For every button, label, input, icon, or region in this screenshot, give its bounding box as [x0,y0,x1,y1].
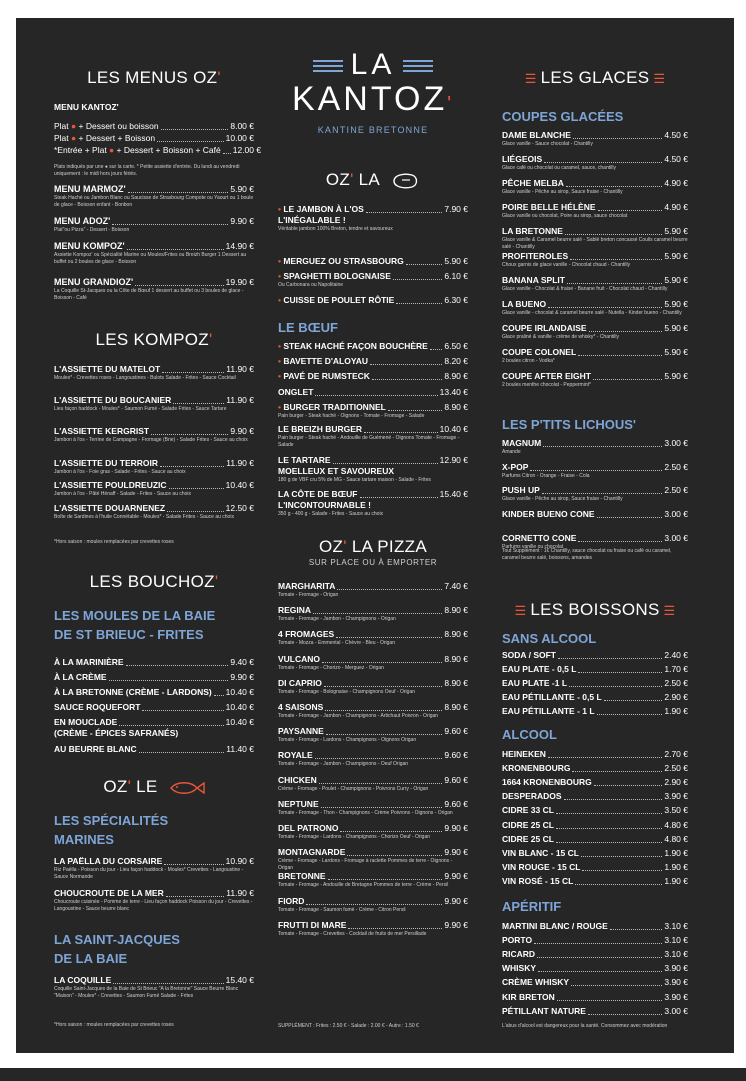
glaces2-item [502,462,688,480]
item-price: 3.00 € [664,532,688,543]
item-price: 5.90 € [664,274,688,285]
boissons1-item [502,650,688,661]
kompoz-item: L'ASSIETTE DU TERROIR 11.90 € Jambon à l'os - Foie gras - Salade - Frites - Sauce au choix [54,458,254,475]
pizza-item [278,629,468,647]
item-price: 3.50 € [664,805,688,816]
item-price: 2.50 € [664,461,688,472]
menu-kantoz-line: Plat ● + Dessert + Boisson 10.00 € [54,133,254,143]
item-price: 4.80 € [664,833,688,844]
item-price: 9.90 € [444,823,468,833]
item-name: POIRE BELLE HÉLÈNE [502,202,596,213]
boissons2-item [502,876,688,887]
item-price: 8.90 € [444,629,468,640]
item-description: 2 boules citron - Vodka* [502,357,555,364]
ozla-heading: OZ' LA [278,170,468,190]
ozla-item: • LE JAMBON À L'OS 7.90 € L'INÉGALABLE ! Véritable jambon 100% Breton, tendre et savoureux [278,204,468,232]
item-name: COUPE IRLANDAISE [502,322,587,333]
boissons1-item [502,692,688,703]
boeuf-item: • BURGER TRADITIONNEL 8.90 € Pain burger - Steak haché - Oignons - Tomate - Fromage - Salade [278,402,468,419]
item-price: 2.50 € [664,763,688,774]
boeuf-item: LA CÔTE DE BŒUF 15.40 € L'INCONTOURNABLE ! 350 g - 400 g - Salade - Frites - Sauce au choix [278,489,468,517]
item-price: 9.60 € [444,726,468,737]
glaces2-item [502,509,688,520]
item-name: DESPERADOS [502,791,562,802]
moules-item: SAUCE ROQUEFORT 10.40 € [54,702,254,712]
item-name: BANANA SPLIT [502,274,565,285]
item-name: CIDRE 33 CL [502,805,554,816]
item-name: PUSH UP [502,485,540,496]
item-description: Tomate - Fromage - Crevettes - Cocktail de fruits de mer Persillade [278,930,427,937]
item-price: 9.90 € [444,895,468,906]
item-description: Tomate - Fromage - Chorizo - Merguez - Origan [278,664,384,671]
item-price: 3.90 € [664,963,688,974]
boissons2-item [502,848,688,859]
item-name: CORNETTO CONE [502,532,577,543]
glaces1-item [502,371,688,389]
item-name: KRONENBOURG [502,763,571,774]
pizza-item [278,920,468,938]
item-price: 3.00 € [664,438,688,448]
fish-icon [169,781,205,795]
glaces1-item [502,130,688,148]
glaces1-item [502,323,688,341]
item-price: 3.90 € [664,791,688,802]
boissons2-item [502,805,688,816]
boissons2-item [502,763,688,774]
item-price: 7.40 € [444,581,468,591]
item-name: MARGHARITA [278,581,336,591]
item-description: Tomate - Fromage - Bolognaise - Champignons Oeuf - Origan [278,688,416,695]
item-name: 4 SAISONS [278,702,324,712]
kompoz-note: *Hors saison : moules remplacées par crevettes roses [54,539,174,545]
item-price: 3.00 € [664,1005,688,1016]
item-name: LA BRETONNE [502,226,563,237]
item-name: MONTAGNARDE [278,847,346,858]
item-price: 8.90 € [444,605,468,616]
boeuf-item: LE BREIZH BURGER 10.40 € Pain burger - Steak haché - Andouille de Guémené - Oignons Tomate - Fromage - Salade [278,424,468,448]
boissons1-item [502,664,688,675]
menu-board [16,18,734,1053]
boeuf-subheading: LE BŒUF [278,320,338,335]
bouchoz-heading: LES BOUCHOZ' [89,572,219,591]
item-name: LIÉGEOIS [502,154,543,165]
boissons2-item [502,749,688,760]
item-name: BRETONNE [278,871,326,882]
pizza-item [278,581,468,599]
kompoz-item: L'ASSIETTE DU MATELOT 11.90 € Moules* - Crevettes roses - Langoustines - Bulots Salade - Frites - Sauce Cocktail [54,364,254,381]
boissons2-item [502,834,688,845]
saint-jacques-subheading: LA SAINT-JACQUES DE LA BAIE [54,932,180,966]
item-price: 9.90 € [444,847,468,858]
item-price: 3.90 € [664,991,688,1002]
item-name: MARTINI BLANC / ROUGE [502,921,608,931]
ozla-item: • SPAGHETTI BOLOGNAISE 6.10 € Ou Carbonara ou Napolitaine [278,271,468,288]
item-name: LA BUENO [502,298,547,309]
item-price: 2.70 € [664,749,688,759]
boeuf-item: LE TARTARE 12.90 € MOELLEUX ET SAVOUREUX 180 g de VBF cru 5% de MG - Sauce tartare maison - Salade - Frites [278,455,468,483]
item-price: 5.90 € [664,298,688,309]
item-price: 3.10 € [664,921,688,931]
ozla-item: • CUISSE DE POULET RÔTIE 6.30 € [278,295,468,305]
glaces1-item [502,154,688,172]
boissons3-item [502,992,688,1003]
item-description: Tomate - Fromage - Jambon - Champignons - Origan [278,616,396,623]
item-name: KIR BRETON [502,991,555,1002]
item-description: Glace vanille - Chocolat & fraise - Banane fruit - Chocolat chaud - Chantilly [502,285,668,292]
specialites-subheading: LES SPÉCIALITÉS MARINES [54,813,169,847]
item-description: Tomate - Fromage - Lardons - Champignons - Oignons Origan [278,737,417,744]
item-description: Parfums Citron - Orange - Fraise - Cola [502,472,590,479]
moules-item: À LA BRETONNE (CRÈME - LARDONS) 10.40 € [54,687,254,697]
item-price: 4.90 € [664,202,688,213]
menu-item: MENU MARMOZ' 5.90 € Steak Haché ou Jambon Blanc ou Saucisse de Strasbourg Compote ou Yaourt ou 1 boule de glace - Boisson enfant - Bonbon [54,184,254,208]
item-price: 5.90 € [664,226,688,237]
item-price: 3.10 € [664,935,688,946]
menu-kantoz-line: Plat ● + Dessert ou boisson 8.00 € [54,121,254,131]
pizza-item [278,654,468,672]
pizza-item [278,605,468,623]
item-price: 3.10 € [664,949,688,960]
item-price: 4.50 € [664,130,688,140]
alcool-subheading: ALCOOL [502,727,557,742]
item-price: 2.50 € [664,678,688,688]
glaces1-item [502,299,688,317]
aperitif-subheading: APÉRITIF [502,899,562,914]
menu-item: MENU ADOZ' 9.90 € Plat"ou Pizza" - Dessert - Boisson [54,216,254,233]
item-price: 1.90 € [664,706,688,716]
alcool-note: L'abus d'alcool est dangereux pour la santé. Consommez avec modération [502,1023,668,1029]
pizza-item [278,775,468,793]
item-price: 3.00 € [664,509,688,520]
item-name: NEPTUNE [278,798,319,809]
item-description: Crème - Fromage - Lardons - Fromage à raclette Pommes de terre - Oignons - Origan [278,858,453,871]
item-price: 2.90 € [664,777,688,788]
item-price: 1.90 € [664,847,688,858]
item-name: PÊCHE MELBA [502,178,564,189]
item-price: 9.90 € [444,871,468,882]
ozla-item: • MERGUEZ OU STRASBOURG 5.90 € [278,256,468,266]
item-description: Tomate - Fromage - Lardons - Champignons - Chorizo Oeuf - Origan [278,834,431,840]
item-price: 4.90 € [664,178,688,189]
item-description: Amande [502,449,521,455]
item-description: Glace vanille & Caramel beurre salé - Sablé breton concassé Coulis caramel beurre salé - Chantilly [502,237,688,250]
specialite-item: CHOUCROUTE DE LA MER 11.90 € Choucroute cuisinée - Pomme de terre - Lieu façon haddock Poisson du jour - Crevettes - Langoustine - Sauce beurre blanc [54,888,254,912]
item-name: DAME BLANCHE [502,130,571,140]
glaces1-item [502,178,688,196]
item-name: ROYALE [278,750,313,761]
item-description: Tomate - Fromage - Origan [278,592,339,598]
pizza-heading: OZ' LA PIZZA [319,537,427,556]
item-price: 9.60 € [444,750,468,761]
item-price: 5.90 € [664,346,688,357]
column-right [502,18,688,1053]
item-price: 1.90 € [664,861,688,872]
kompoz-item: L'ASSIETTE DOUARNENEZ 12.50 € Boîte de Sardines à l'huile Connétable - Moules* - Salade Frites - Sauce au choix [54,503,254,520]
boeuf-item: • BAVETTE D'ALOYAU 8.20 € [278,356,468,366]
item-price: 9.60 € [444,798,468,809]
item-description: Glace praliné & vanille - crème de whisky* - Chantilly [502,333,619,340]
item-description: Choux garnis de glace vanille - Chocolat chaud - Chantilly [502,261,631,268]
boissons3-item [502,949,688,960]
glaces1-item [502,251,688,269]
glaces-note: Tout Supplément : 1€ Chantilly, sauce chocolat ou fraise ou café ou caramel, caramel beurre salé, boissons, amandes [502,548,672,561]
boissons2-item [502,777,688,788]
moules-item: À LA MARINIÈRE 9.40 € [54,657,254,667]
menu-item: MENU KOMPOZ' 14.90 € Assiette Kompoz' ou Spécialité Marine ou Moules/Frites ou Breizh Burger 1 Dessert au buffet ou 2 boules de glace - Boisson [54,241,254,265]
moules-item: À LA CRÈME 9.90 € [54,672,254,682]
boissons2-item [502,862,688,873]
item-name: FIORD [278,895,305,906]
boeuf-item: • PAVÉ DE RUMSTECK 8.90 € [278,371,468,381]
column-left [54,18,262,1053]
item-description: Tomate - Fromage - Saumon fumé - Crème - Citron Persil [278,906,406,913]
item-name: VIN ROSÉ - 15 CL [502,875,574,886]
item-description: Glace vanille - Pêche au sirop, Sauce fraise - Chantilly [502,189,623,196]
item-name: DI CAPRIO [278,677,322,688]
item-name: WHISKY [502,963,536,974]
item-price: 2.50 € [664,485,688,496]
boissons3-item [502,977,688,988]
item-name: FRUTTI DI MARE [278,919,347,930]
item-name: KINDER BUENO CONE [502,509,595,520]
menu-kantoz-note: Plats indiqués par une ● sur la carte. * Petite assiette d'entrée. Du lundi au vendredi uniquement : le midi hors jours fériés. [54,164,240,177]
item-price: 3.90 € [664,977,688,988]
item-name: RICARD [502,949,536,960]
item-name: EAU PÉTILLANTE - 1 L [502,706,595,716]
item-name: DEL PATRONO [278,823,339,833]
ozle-note: *Hors saison : moules remplacées par crevettes roses [54,1022,174,1028]
item-name: CRÈME WHISKY [502,977,570,988]
item-price: 1.90 € [664,875,688,886]
item-price: 1.70 € [664,664,688,674]
item-description: Glace café ou chocolat ou caramel, sauce, chantilly [502,165,616,172]
item-description: Tomate - Mozza - Emmental - Chèvre - Bleu - Origan [278,640,395,647]
item-description: Parfums vanille ou chocolat [502,543,564,550]
item-price: 9.90 € [444,919,468,930]
kompoz-heading: LES KOMPOZ' [95,330,213,349]
item-name: COUPE AFTER EIGHT [502,371,591,381]
pizza-item [278,871,468,889]
moules-item: AU BEURRE BLANC 11.40 € [54,744,254,754]
pizza-note: SUPPLÉMENT : Frites : 2.50 € - Salade : 2.00 € - Autre : 1.50 € [278,1023,419,1029]
glaces1-item [502,275,688,293]
item-name: EAU PLATE -1 L [502,678,568,688]
item-price: 5.90 € [664,371,688,381]
steak-icon [390,172,420,190]
item-name: CIDRE 25 CL [502,833,554,844]
item-name: EAU PLATE - 0,5 L [502,664,577,674]
item-name: SODA / SOFT [502,650,556,660]
item-name: 4 FROMAGES [278,629,335,640]
boissons3-item [502,935,688,946]
item-description: Tomate - Fromage - Thon - Champignons - Crème Poivrons - Oignons - Origan [278,809,453,816]
moules-item: EN MOUCLADE 10.40 € (CRÈME - ÉPICES SAFRANÉS) [54,717,254,738]
item-price: 8.90 € [444,677,468,688]
item-description: Crème - Fromage - Poulet - Champignons - Poivrons Curry - Origan [278,785,429,792]
column-middle [278,18,468,1053]
item-price: 4.50 € [664,154,688,165]
glaces1-item [502,226,688,250]
item-name: CHICKEN [278,774,317,785]
item-name: VIN BLANC - 15 CL [502,847,579,858]
item-description: Glace vanille ou chocolat, Poire au sirop, sauce chocolat [502,213,628,220]
item-name: MAGNUM [502,438,542,448]
item-name: VIN ROUGE - 15 CL [502,861,581,872]
pizza-item [278,750,468,768]
moules-subheading: LES MOULES DE LA BAIE DE ST BRIEUC - FRITES [54,608,216,642]
item-price: 5.90 € [664,250,688,261]
kompoz-item: L'ASSIETTE KERGRIST 9.90 € Jambon à l'os - Terrine de Campagne - Fromage (Brie) - Salade Frites - Sauce au choix [54,426,254,443]
pizza-item [278,726,468,744]
boissons3-item [502,1006,688,1017]
item-name: COUPE COLONEL [502,346,577,357]
item-description: Glace vanille - chocolat & caramel beurre salé - Nutella - Kinder bueno - Chantilly [502,309,682,316]
item-description: Tomate - Fromage - Andouille de Bretagne Pommes de terre - Crème - Persil [278,882,449,889]
item-name: PAYSANNE [278,726,324,737]
item-name: PÉTILLANT NATURE [502,1005,586,1016]
item-description: Glace vanille - Pêche au sirop, Sauce fraise - Chantilly [502,496,623,503]
item-price: 8.90 € [444,702,468,712]
item-name: PORTO [502,935,533,946]
kompoz-item: L'ASSIETTE POULDREUZIC 10.40 € Jambon à l'os - Pâté Hénaff - Salade - Frites - Sauce au choix [54,480,254,497]
lichous-subheading: LES P'TITS LICHOUS' [502,417,637,432]
menus-heading: LES MENUS OZ' [87,68,221,87]
saint-jacques-item: LA COQUILLE 15.40 € Coquille Saint-Jacques de la Baie de St Brieuc "A la Bretonne" Sauce Beurre Blanc "Maison" - Moules* - Crevettes - Saumon Fumé Salade - Frites [54,975,254,999]
pizza-item [278,799,468,817]
boissons3-item [502,963,688,974]
sans-alcool-subheading: SANS ALCOOL [502,631,597,646]
coupes-subheading: COUPES GLACÉES [502,109,624,124]
ozle-heading: OZ' LE [54,777,254,797]
boeuf-item: • STEAK HACHÉ FAÇON BOUCHÈRE 6.50 € [278,341,468,351]
item-price: 5.90 € [664,322,688,333]
boissons-heading: ☰ LES BOISSONS ☰ [514,600,676,619]
pizza-item [278,823,468,841]
pizza-item [278,702,468,720]
boissons2-item [502,820,688,831]
restaurant-logo: LA KANTOZ' KANTINE BRETONNE [291,48,455,135]
item-name: CIDRE 25 CL [502,819,554,830]
item-price: 4.80 € [664,819,688,830]
item-description: Tomate - Fromage - Jambon - Champignons - Oeuf Origan [278,761,409,768]
pizza-subheading: SUR PLACE OU À EMPORTER [308,558,438,567]
glaces1-item [502,347,688,365]
boeuf-item: ONGLET 13.40 € [278,387,468,397]
item-description: 2 boules menthe chocolat - Peppermint* [502,382,591,388]
specialite-item: LA PAËLLA DU CORSAIRE 10.90 € Riz Paëlla - Poisson du jour - Lieu façon haddock - Moules* Crevettes - Langoustine - Sauce Normande [54,856,254,880]
item-name: REGINA [278,605,312,616]
menu-kantoz-line: *Entrée + Plat ● + Dessert + Boisson + Café 12.00 € [54,145,262,155]
menu-item: MENU GRANDIOZ' 19.90 € La Coquille St-Jacques ou la Côte de Bœuf 1 dessert au buffet ou 3 boules de glace - Boisson - Café [54,277,254,301]
item-description: Glace vanille - Sauce chocolat - Chantilly [502,141,593,147]
glaces2-item [502,438,688,456]
pizza-item [278,896,468,914]
menu-kantoz-title: MENU KANTOZ' [54,102,119,112]
item-price: 8.90 € [444,653,468,664]
bottom-bar [0,1068,746,1081]
item-description: Tomate - Fromage - Jambon - Champignons - Artichaut Poivron - Origan [278,713,439,719]
boissons1-item [502,678,688,689]
glaces2-item [502,485,688,503]
boissons2-item [502,791,688,802]
item-name: EAU PÉTILLANTE - 0,5 L [502,692,602,702]
boissons3-item [502,921,688,932]
item-name: VULCANO [278,653,321,664]
item-price: 2.40 € [664,650,688,660]
pizza-item [278,847,468,871]
item-name: X-POP [502,461,529,472]
boissons1-item [502,706,688,717]
glaces1-item [502,202,688,220]
item-price: 2.90 € [664,692,688,702]
item-name: PROFITEROLES [502,250,569,261]
item-name: HEINEKEN [502,749,546,759]
item-name: 1664 KRONENBOURG [502,777,592,788]
glaces-heading: ☰ LES GLACES ☰ [524,68,666,87]
item-price: 9.60 € [444,774,468,785]
pizza-item [278,678,468,696]
kompoz-item: L'ASSIETTE DU BOUCANIER 11.90 € Lieu façon haddock - Moules* - Saumon Fumé - Salade Frites - Sauce Tartare [54,395,254,412]
